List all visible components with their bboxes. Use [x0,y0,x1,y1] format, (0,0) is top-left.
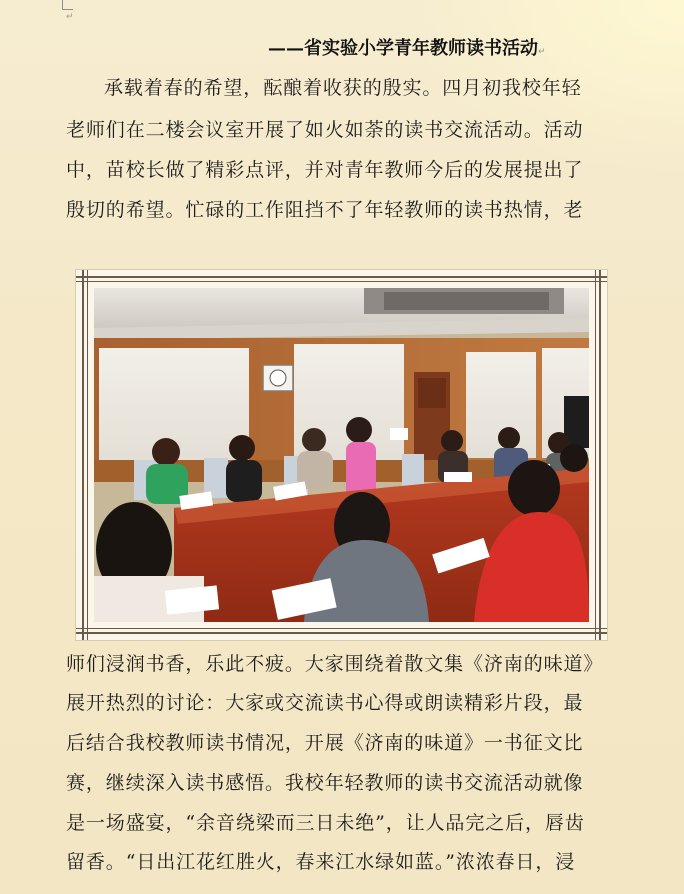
paragraph-mark: ↵ [538,47,546,57]
meeting-photo-illustration [94,288,589,622]
text-line: 承载着春的希望，酝酿着收获的殷实。四月初我校年轻 [104,77,582,99]
meeting-photo [94,288,589,622]
photo-frame [76,270,607,640]
document-title [268,34,546,60]
paragraph-mark: ↵ [66,12,74,22]
text-line: 老师们在二楼会议室开展了如火如荼的读书交流活动。活动 [66,119,584,141]
text-line: 是一场盛宴，“余音绕梁而三日未绝”，让人品完之后，唇齿 [66,812,585,834]
text-line: 留香。“日出江花红胜火，春来江水绿如蓝。”浓浓春日，浸 [66,851,576,873]
title-text: ——省实验小学青年教师读书活动 [268,38,538,59]
text-line: 中，苗校长做了精彩点评，并对青年教师今后的发展提出了 [66,159,584,181]
text-line: 殷切的希望。忙碌的工作阻挡不了年轻教师的读书热情，老 [66,199,584,221]
text-line: 展开热烈的讨论：大家或交流读书心得或朗读精彩片段，最 [66,692,584,714]
text-line: 师们浸润书香，乐此不疲。大家围绕着散文集《济南的味道》 [66,653,604,675]
page-corner-marker [62,0,73,10]
text-line: 赛，继续深入读书感悟。我校年轻教师的读书交流活动就像 [66,772,584,794]
text-line: 后结合我校教师读书情况，开展《济南的味道》一书征文比 [66,732,584,754]
